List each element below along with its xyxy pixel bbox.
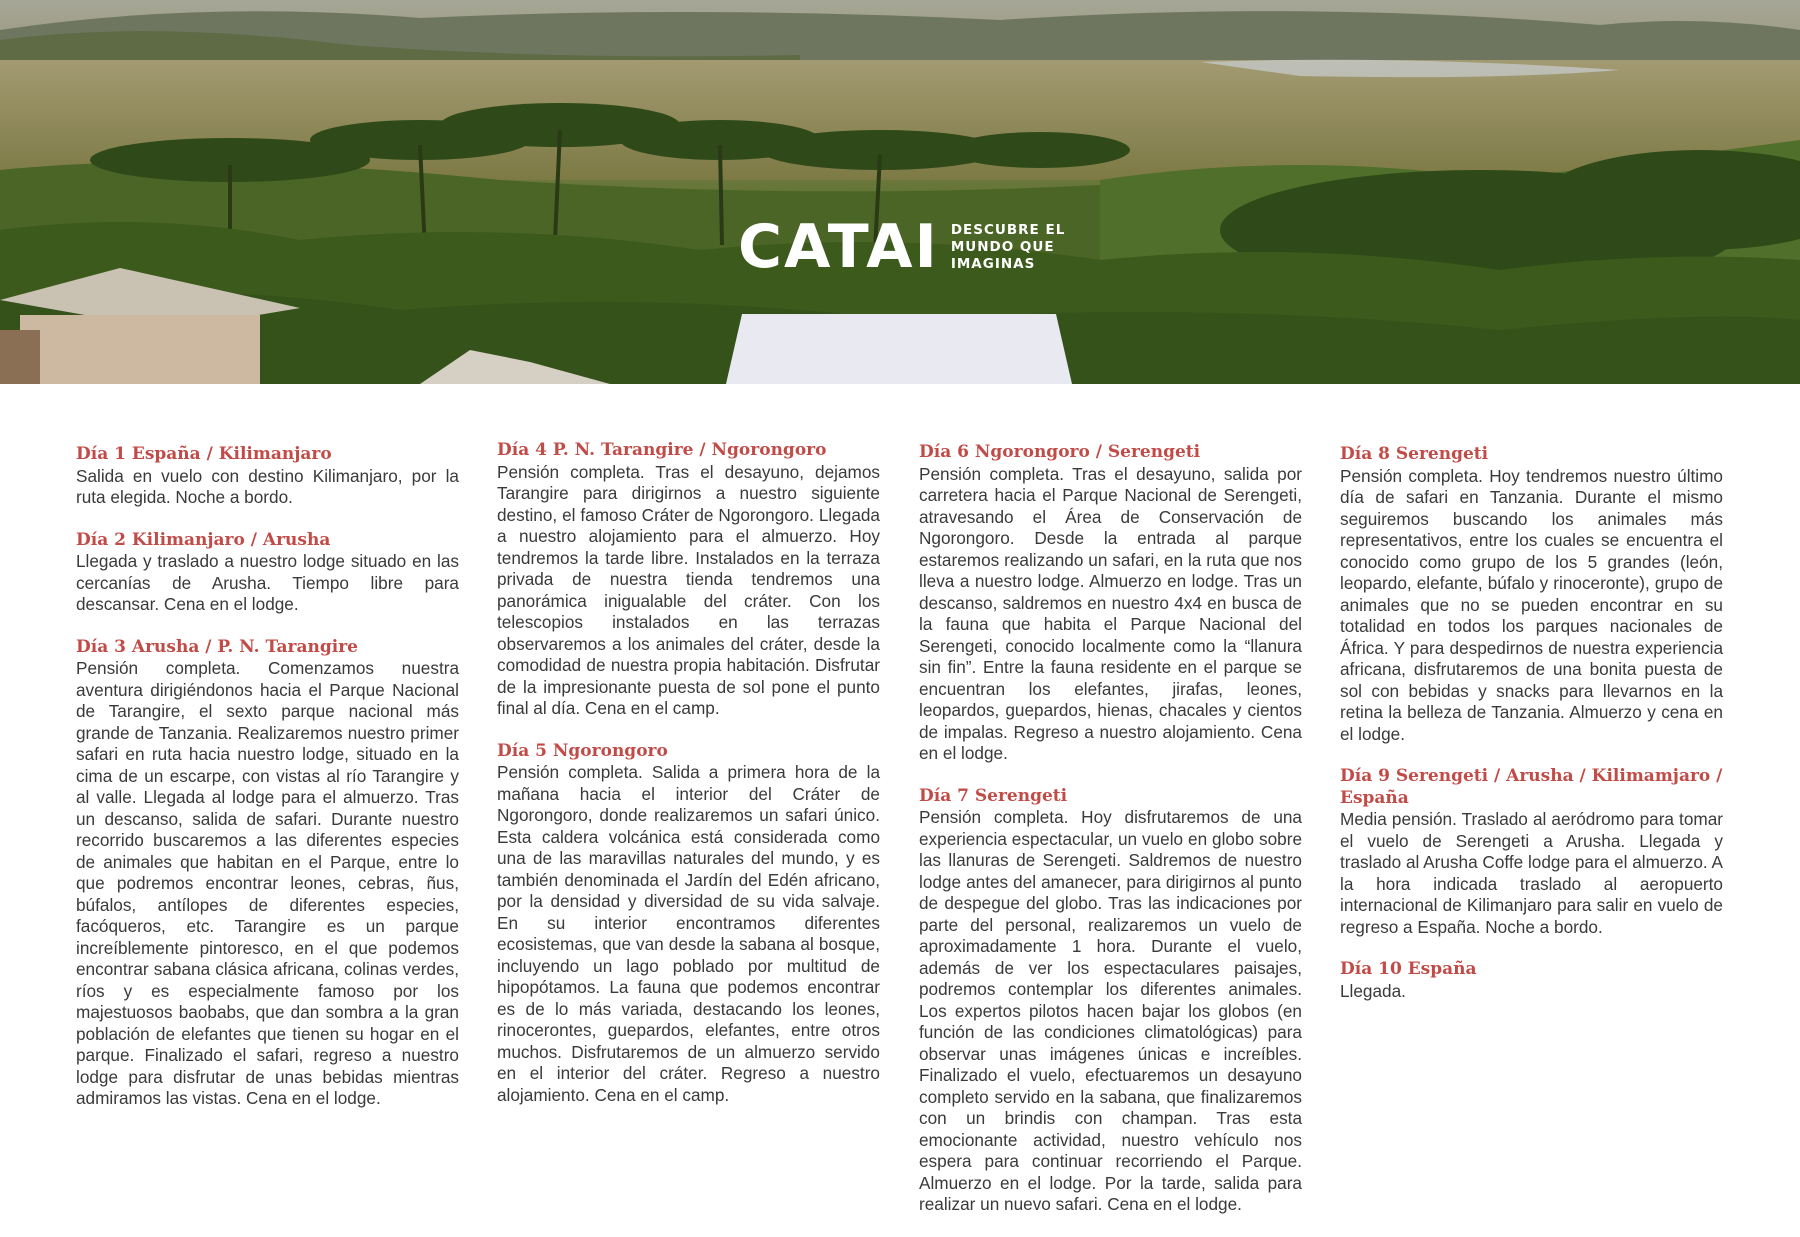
day-description: Llegada y traslado a nuestro lodge situado en las cercanías de Arusha. Tiempo libre para descansar. Cena en el lodge. (76, 551, 459, 614)
day-title: Día 6 Ngorongoro / Serengeti (919, 442, 1201, 462)
itinerary-day (76, 637, 459, 1110)
header-tab-shape (0, 0, 1800, 384)
itinerary-day (919, 442, 1302, 765)
catai-logo (738, 212, 1065, 282)
hero-photo (0, 0, 1800, 384)
itinerary-day (1340, 766, 1723, 938)
tagline-line-2: MUNDO QUE (950, 238, 1055, 255)
itinerary-day (497, 440, 880, 720)
column-4 (1340, 444, 1723, 1023)
tagline-line-3: IMAGINAS (950, 255, 1036, 272)
day-description: Pensión completa. Hoy tendremos nuestro último día de safari en Tanzania. Durante el mismo seguiremos buscando los animales más representativos, entre los cuales se encuentra el conocido como grupo de los 5 grandes (león, leopardo, elefante, búfalo y rinoceronte), grupo de animales que no se pueden encontrar en su totalidad en todos los parques nacionales de África. Y para despedirnos de nuestra experiencia africana, disfrutaremos de una bonita puesta de sol con bebidas y snacks para llevarnos en la retina la belleza de Tanzania. Almuerzo y cena en el lodge. (1340, 465, 1723, 744)
day-title: Día 10 España (1340, 959, 1477, 979)
itinerary (0, 384, 1800, 1214)
day-description: Salida en vuelo con destino Kilimanjaro, por la ruta elegida. Noche a bordo. (76, 465, 459, 507)
day-description: Pensión completa. Hoy disfrutaremos de una experiencia espectacular, un vuelo en globo sobre las llanuras de Serengeti. Saldremos de nuestro lodge antes del amanecer, para dirigirnos al punto de despegue del globo. Tras las indicaciones por parte del personal, realizaremos un vuelo de aproximadamente 1 hora. Durante el vuelo, además de ver los espectaculares paisajes, podremos contemplar los diferentes animales. Los expertos pilotos hacen bajar los globos (en función de las condiciones climatológicas) para observar unas imágenes únicas e increíbles. Finalizado el vuelo, efectuaremos un desayuno completo servido en la sabana, que finalizaremos con un brindis con champan. Tras esta emocionante actividad, nuestro vehículo nos espera para continuar recorriendo el Parque. Almuerzo en el lodge. Por la tarde, salida para realizar un nuevo safari. Cena en el lodge. (919, 807, 1302, 1214)
itinerary-day (76, 444, 459, 509)
column-3 (919, 442, 1302, 1237)
day-title: Día 3 Arusha / P. N. Tarangire (76, 636, 358, 657)
day-description: Pensión completa. Salida a primera hora de la mañana hacia el interior del Cráter de Ngorongoro, donde realizaremos un safari único. Esta caldera volcánica está considerada como una de las maravillas naturales del mundo, y es también denominada el Jardín del Edén africano, por la densidad y diversidad de su vida salvaje. En su interior encontramos diferentes ecosistemas, que van desde la sabana al bosque, incluyendo un lago poblado por multitud de hipopótamos. La fauna que podemos encontrar es de lo más variada, destacando los leones, rinocerontes, guepardos, elefantes, entre otros muchos. Disfrutaremos de un almuerzo servido en el interior del cráter. Regreso a nuestro alojamiento. Cena en el camp. (497, 762, 880, 1105)
column-2 (497, 440, 880, 1127)
brand-name: CATAI (738, 212, 939, 282)
day-title: Día 5 Ngorongoro (497, 740, 668, 761)
itinerary-day (76, 530, 459, 616)
day-description: Pensión completa. Comenzamos nuestra aventura dirigiéndonos hacia el Parque Nacional de Tarangire, el sexto parque nacional más grande de Tanzania. Realizaremos nuestro primer safari en ruta hacia nuestro lodge, situado en la cima de un escarpe, con vistas al río Tarangire y al valle. Llegada al lodge para el almuerzo. Tras un descanso, salida de safari. Durante nuestro recorrido buscaremos a las diferentes especies de animales que habitan en el Parque, entre lo que podremos encontrar leones, cebras, ñus, búfalos, antílopes de diferentes especies, facóqueros, etc. Tarangire es un parque increíblemente pintoresco, en el que podemos encontrar sabana clásica africana, colinas verdes, ríos y es especialmente famoso por los majestuosos baobabs, que dan sombra a la gran población de elefantes que tienen su hogar en el parque. Finalizado el safari, regreso a nuestro lodge para disfrutar de unas bebidas mientras admiramos las vistas. Cena en el lodge. (76, 658, 459, 1108)
itinerary-day (1340, 444, 1723, 745)
day-description: Llegada. (1340, 980, 1406, 1001)
itinerary-day (1340, 959, 1723, 1002)
day-description: Media pensión. Traslado al aeródromo para tomar el vuelo de Serengeti a Arusha. Llegada y traslado al Arusha Coffe lodge para el almuerzo. A la hora indicada traslado al aeropuerto internacional de Kilimanjaro para salir en vuelo de regreso a España. Noche a bordo. (1340, 809, 1723, 937)
day-title: Día 7 Serengeti (919, 785, 1068, 806)
day-description: Pensión completa. Tras el desayuno, dejamos Tarangire para dirigirnos a nuestro siguiente destino, el famoso Cráter de Ngorongoro. Llegada a nuestro alojamiento para el almuerzo. Hoy tendremos la tarde libre. Instalados en la terraza privada de nuestra tienda tendremos una panorámica inigualable del cráter. Con los telescopios instalados en las terrazas observaremos a los animales del cráter, desde la comodidad de nuestra propia habitación. Disfrutar de la impresionante puesta de sol pone el punto final al día. Cena en el camp. (497, 461, 880, 718)
itinerary-day (497, 741, 880, 1107)
day-description: Pensión completa. Tras el desayuno, salida por carretera hacia el Parque Nacional de Serengeti, atravesando el Área de Conservación de Ngorongoro. Desde la entrada al parque estaremos realizando un safari, en la ruta que nos lleva a nuestro lodge. Almuerzo en lodge. Tras un descanso, saldremos en nuestro 4x4 en busca de la fauna que habita el Parque Nacional del Serengeti, conocido localmente como la “llanura sin fin”. Entre la fauna residente en el parque se encuentran los elefantes, jirafas, leones, leopardos, guepardos, hienas, chacales y cientos de impalas. Regreso a nuestro alojamiento. Cena en el lodge. (919, 463, 1302, 763)
itinerary-day (919, 786, 1302, 1216)
day-title: Día 9 Serengeti / Arusha / Kilimamjaro / España (1340, 766, 1723, 808)
day-title: Día 2 Kilimanjaro / Arusha (76, 529, 331, 550)
column-1 (76, 444, 459, 1131)
brand-tagline (951, 222, 1065, 273)
tagline-line-1: DESCUBRE EL (950, 221, 1066, 238)
day-title: Día 1 España / Kilimanjaro (76, 444, 332, 464)
day-title: Día 8 Serengeti (1340, 444, 1489, 464)
day-title: Día 4 P. N. Tarangire / Ngorongoro (497, 440, 827, 460)
